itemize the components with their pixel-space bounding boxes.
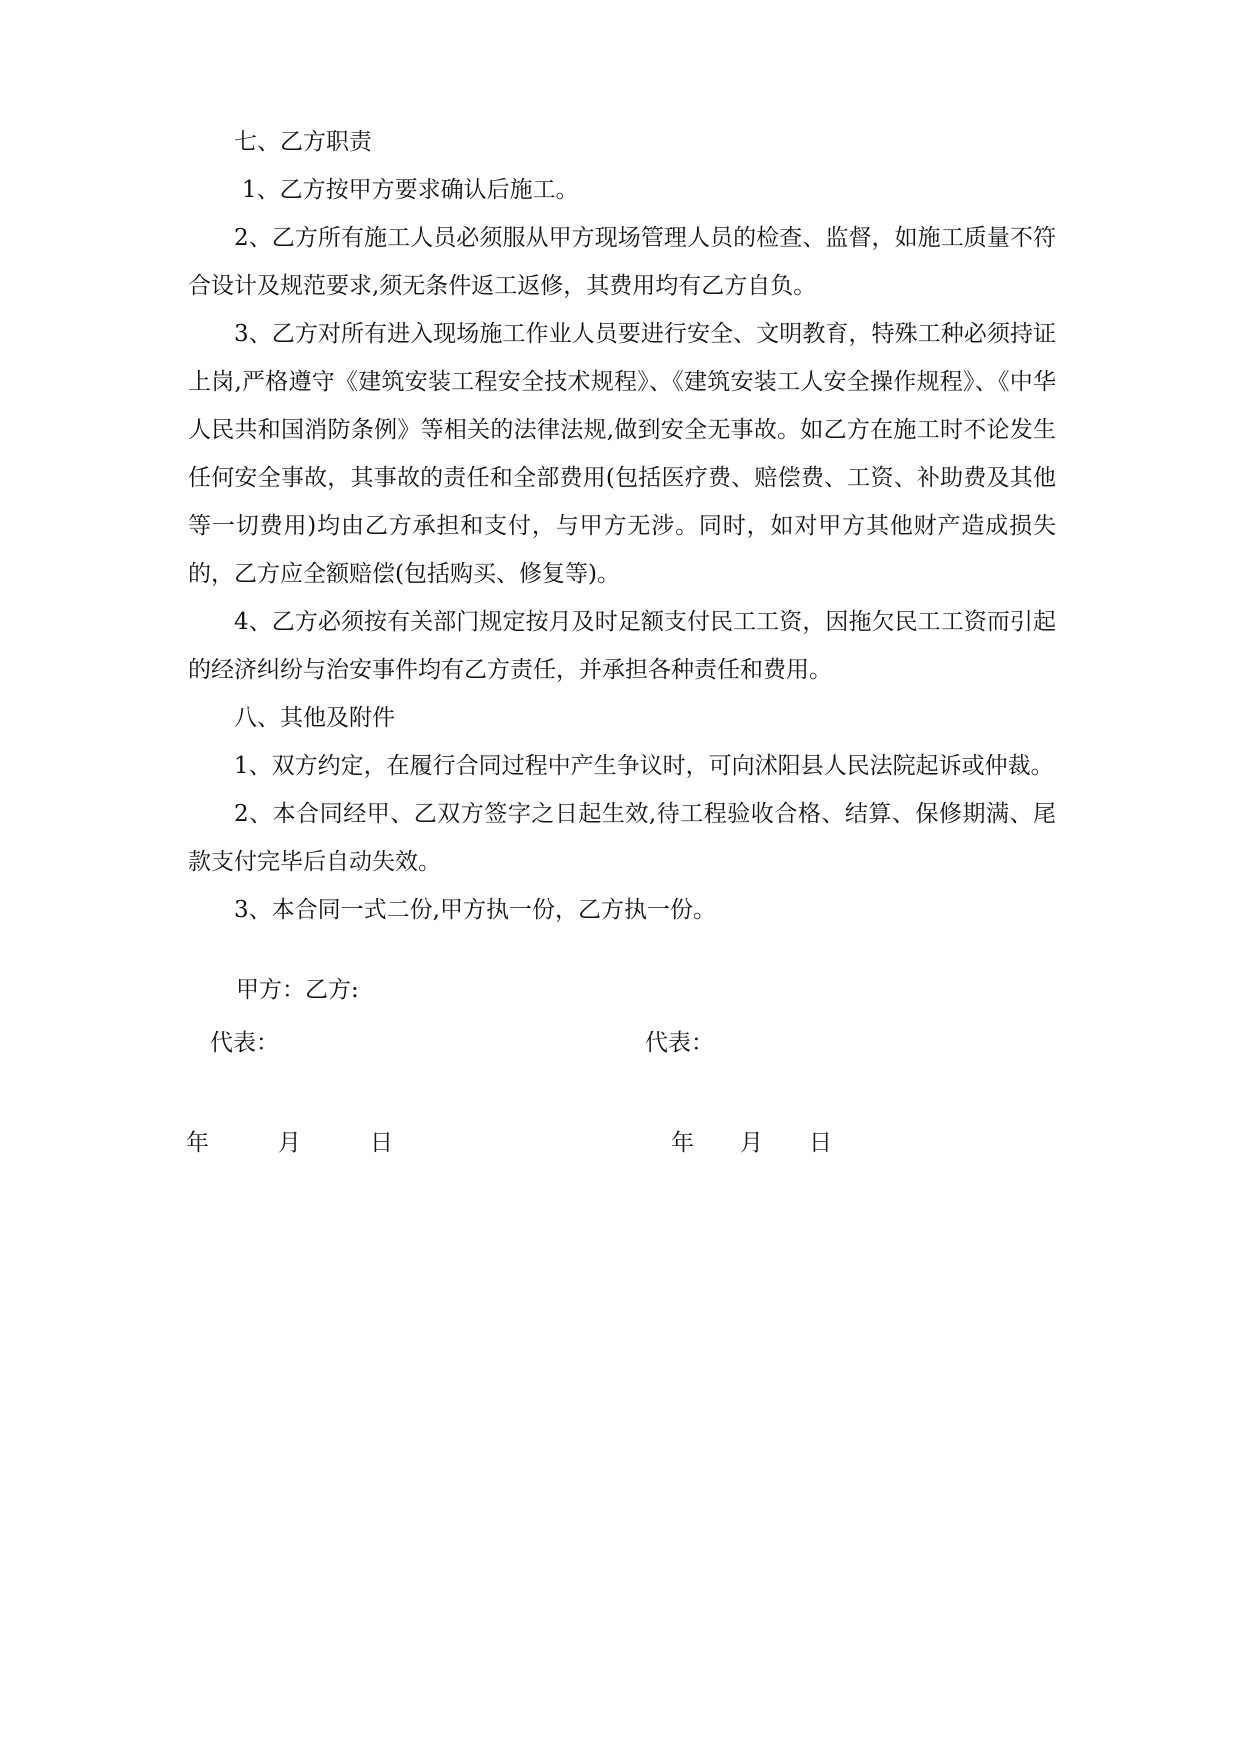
section-7-heading: 七、乙方职责: [234, 129, 372, 155]
section-8-heading: 八、其他及附件: [234, 705, 395, 731]
section-7-item-4: 4、乙方必须按有关部门规定按月及时足额支付民工工资，因拖欠民工工资而引起的经济纠纷与治安事件均有乙方责任，并承担各种责任和费用。: [188, 609, 1056, 683]
section-7-item-3: 3、乙方对所有进入现场施工作业人员要进行安全、文明教育，特殊工种必须持证上岗,严格遵守《建筑安装工程安全技术规程》、《建筑安装工人安全操作规程》、《中华人民共和国消防条例》等相关的法律法规,做到安全无事故。如乙方在施工时不论发生任何安全事故，其事故的责任和全部费用(包括医疗费、赔偿费、工资、补助费及其他等一切费用)均由乙方承担和支付，与甲方无涉。同时，如对甲方其他财产造成损失的，乙方应全额赔偿(包括购买、修复等)。: [188, 321, 1056, 587]
party-b-representative: 代表：: [645, 1030, 714, 1056]
parties-line: 甲方：乙方:: [236, 977, 359, 1003]
section-8-item-1: 1、双方约定，在履行合同过程中产生争议时，可向沭阳县人民法院起诉或仲裁。: [234, 753, 1054, 779]
party-a-representative: 代表：: [210, 1030, 279, 1056]
party-b-date: 年 月 日: [671, 1130, 832, 1156]
party-a-date: 年 月 日: [186, 1130, 393, 1156]
section-7-item-2: 2、乙方所有施工人员必须服从甲方现场管理人员的检查、监督，如施工质量不符合设计及规范要求,须无条件返工返修，其费用均有乙方自负。: [188, 225, 1056, 299]
section-8-item-3: 3、本合同一式二份,甲方执一份，乙方执一份。: [234, 897, 716, 923]
contract-body: [188, 118, 1056, 934]
section-7-item-1: 1、乙方按甲方要求确认后施工。: [242, 177, 579, 203]
section-8-item-2: 2、本合同经甲、乙双方签字之日起生效,待工程验收合格、结算、保修期满、尾款支付完毕后自动失效。: [188, 801, 1056, 875]
